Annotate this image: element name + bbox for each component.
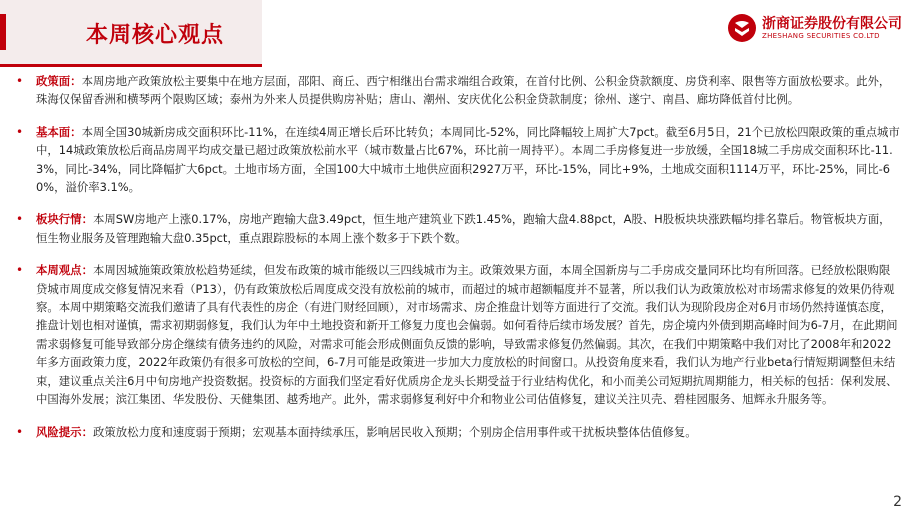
bullet-icon: • (16, 212, 24, 227)
section-text: 本周因城施策政策放松趋势延续，但发布政策的城市能级以三四线城市为主。政策效果方面，本周全国新房与二手房成交量同环比均有所回落。已经放松限购限贷城市周度成交修复情况来看（P13），仍有政策放松后周度成交没有放松前的城市，而超过的城市超额幅度并不显著，所以我们认为政策放松对市场需求修复的效果仍待观察。本周中期策略交流我们邀请了具有代表性的房企（有进门财经回顾），对市场需求、房企推盘计划等方面进行了交流。我们认为现阶段房企对6月市场仍然持谨慎态度，推盘计划也相对谨慎，需求初期弱修复，我们认为年中土地投资和新开工修复力度也会偏弱。如何看待后续市场发展？首先，房企境内外债到期高峰时间为6-7月，在此期间需求弱修复可能导致部分房企继续有债务违约的风险，对需求可能会形成侧面负反馈的影响，导致需求修复仍然偏弱。其次，在我们中期策略中我们对比了2008年和2022年多方面政策力度，2022年政策仍有很多可放松的空间，6-7月可能是政策进一步加大力度放松的时间窗口。从投资角度来看，我们认为地产行业beta行情短期调整但未结束，建议重点关注6月中旬房地产投资数据。投资标的方面我们坚定看好优质房企龙头长期受益于行业结构优化，和小而美公司短期抗周期能力，相关标的包括：保利发展、中国海外发展；滨江集团、华发股份、天健集团、越秀地产。此外，需求弱修复利好中介和物业公司估值修复，建议关注贝壳、碧桂园服务、旭辉永升服务等。 (36, 263, 898, 407)
logo-company-name-en: ZHESHANG SECURITIES CO.LTD (762, 32, 880, 40)
title-underline (0, 64, 262, 67)
bullet-icon: • (16, 124, 24, 139)
section-label: 政策面： (36, 74, 82, 88)
title-accent (0, 14, 6, 50)
header (0, 0, 920, 68)
section-text: 本周SW房地产上涨0.17%，房地产跑输大盘3.49pct，恒生地产建筑业下跌1.45%，跑输大盘4.88pct，A股、H股板块块涨跌幅均排名靠后。物管板块方面，恒生物业服务及管理跑输大盘0.35pct，重点跟踪股标的本周上涨个数多于下跌个数。 (36, 212, 891, 245)
section-text: 政策放松力度和速度弱于预期；宏观基本面持续承压，影响居民收入预期；个别房企信用事件或干扰板块整体估值修复。 (92, 424, 697, 439)
company-logo (728, 12, 908, 46)
bullet-icon: • (16, 424, 24, 439)
title-box (0, 0, 262, 64)
content-body (14, 72, 900, 455)
logo-mark-icon (728, 14, 756, 42)
section-market (14, 210, 900, 247)
bullet-icon: • (16, 263, 24, 278)
section-label: 风险提示： (36, 424, 93, 439)
page-number: 2 (893, 494, 902, 510)
section-label: 基本面： (36, 124, 82, 139)
section-fundamentals (14, 123, 900, 197)
section-label: 板块行情： (36, 212, 93, 227)
section-view (14, 261, 900, 408)
section-risk (14, 423, 900, 441)
bullet-icon: • (16, 74, 24, 88)
section-text: 本周全国30城新房成交面积环比-11%，在连续4周正增长后环比转负；本周同比-52%，同比降幅较上周扩大7pct。截至6月5日，21个已放松四限政策的重点城市中，14城政策放松后商品房周平均成交量已超过政策放松前水平（城市数量占比67%，环比前一周持平）。本周二手房修复进一步放缓，全国18城二手房成交面积环比-11.3%，同比-34%，同比降幅扩大6pct。土地市场方面，全国100大中城市土地供应面积2927万平，环比-15%，同比+9%，土地成交面积1114万平，环比-25%，同比-60%，溢价率3.1%。 (36, 124, 900, 195)
section-text: 本周房地产政策放松主要集中在地方层面，邵阳、商丘、西宁相继出台需求端组合政策，在首付比例、公积金贷款额度、房贷利率、限售等方面放松要求。此外，珠海仅保留香洲和横琴两个限购区域；泰州为外来人员提供购房补贴；唐山、潮州、安庆优化公积金贷款制度；徐州、遂宁、南昌、廊坊降低首付比例。 (36, 74, 891, 107)
section-policy (14, 72, 900, 109)
page-title: 本周核心观点 (86, 23, 225, 48)
section-label: 本周观点： (36, 263, 93, 278)
logo-company-name: 浙商证券股份有限公司 (762, 16, 902, 32)
